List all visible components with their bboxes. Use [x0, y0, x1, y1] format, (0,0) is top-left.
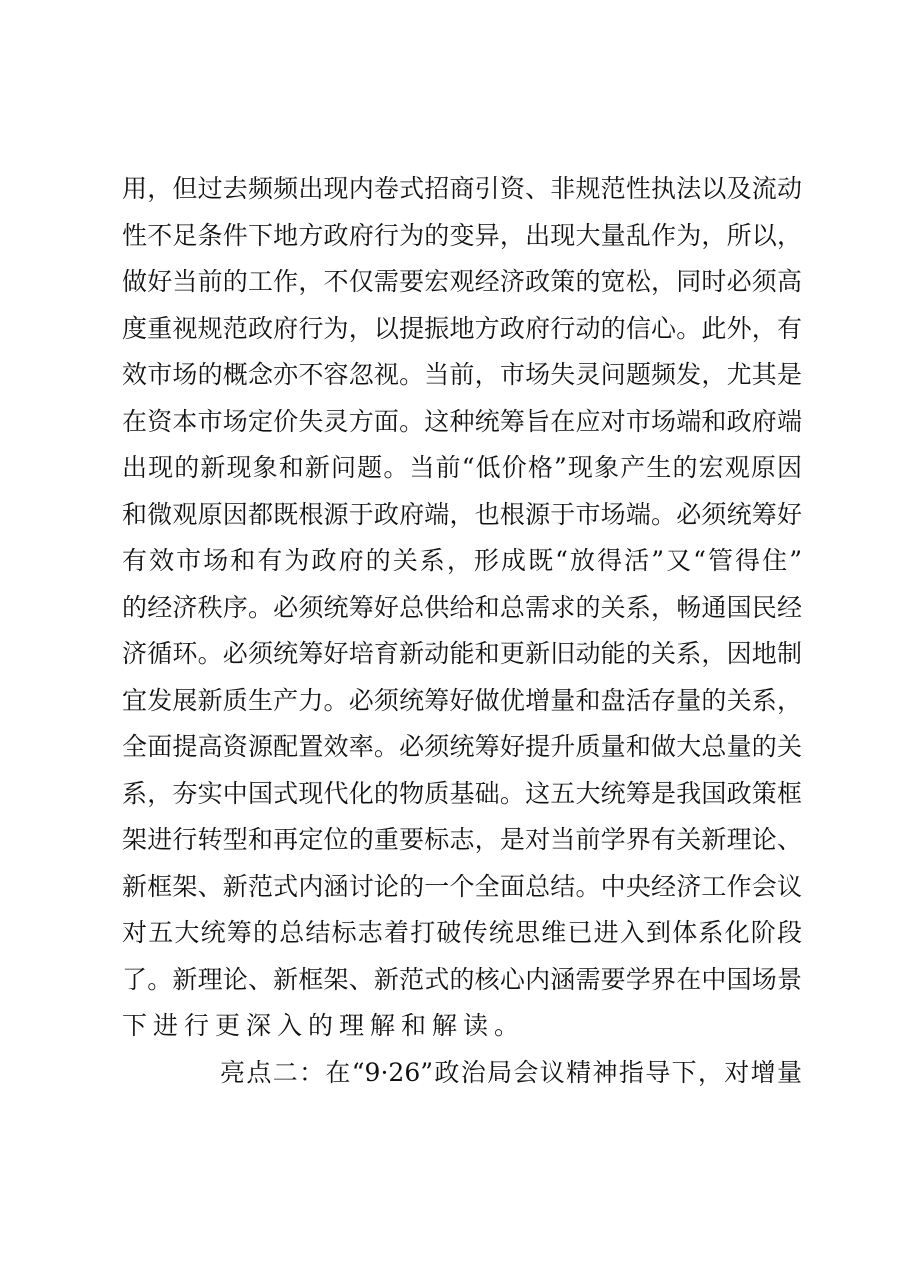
- text-line: 对五大统筹的总结标志着打破传统思维已进入到体系化阶段: [122, 918, 802, 947]
- text-line: 全面提高资源配置效率。必须统筹好提升质量和做大总量的关: [122, 732, 802, 761]
- text-line: 新框架、新范式内涵讨论的一个全面总结。中央经济工作会议: [122, 871, 802, 901]
- text-line: 架进行转型和再定位的重要标志，是对当前学界有关新理论、: [122, 825, 802, 854]
- text-line: 宜发展新质生产力。必须统筹好做优增量和盘活存量的关系，: [122, 685, 802, 715]
- text-line: 做好当前的工作，不仅需要宏观经济政策的宽松，同时必须高: [122, 267, 802, 296]
- text-line: 出现的新现象和新问题。当前“低价格”现象产生的宏观原因: [122, 453, 802, 482]
- text-line: 度重视规范政府行为，以提振地方政府行动的信心。此外，有: [122, 313, 802, 343]
- text-line: 和微观原因都既根源于政府端，也根源于市场端。必须统筹好: [122, 499, 802, 529]
- body-text: [122, 166, 802, 1096]
- next-paragraph-heading: 亮点二：在“9·26”政治局会议精神指导下，对增量: [220, 1057, 802, 1087]
- text-line: 效市场的概念亦不容忽视。当前，市场失灵问题频发，尤其是: [122, 360, 802, 389]
- text-line: 系，夯实中国式现代化的物质基础。这五大统筹是我国政策框: [122, 778, 802, 808]
- text-line: 在资本市场定价失灵方面。这种统筹旨在应对市场端和政府端: [122, 406, 802, 436]
- text-line: 性不足条件下地方政府行为的变异，出现大量乱作为，所以，: [122, 220, 802, 250]
- text-line: 的经济秩序。必须统筹好总供给和总需求的关系，畅通国民经: [122, 592, 802, 622]
- text-line: 用，但过去频频出现内卷式招商引资、非规范性执法以及流动: [122, 174, 802, 203]
- paragraph-end-line: 下进行更深入的理解和解读。: [122, 1011, 526, 1040]
- text-line: 济循环。必须统筹好培育新动能和更新旧动能的关系，因地制: [122, 639, 802, 668]
- text-line: 了。新理论、新框架、新范式的核心内涵需要学界在中国场景: [122, 964, 802, 994]
- text-line: 有效市场和有为政府的关系，形成既“放得活”又“管得住”: [122, 546, 802, 575]
